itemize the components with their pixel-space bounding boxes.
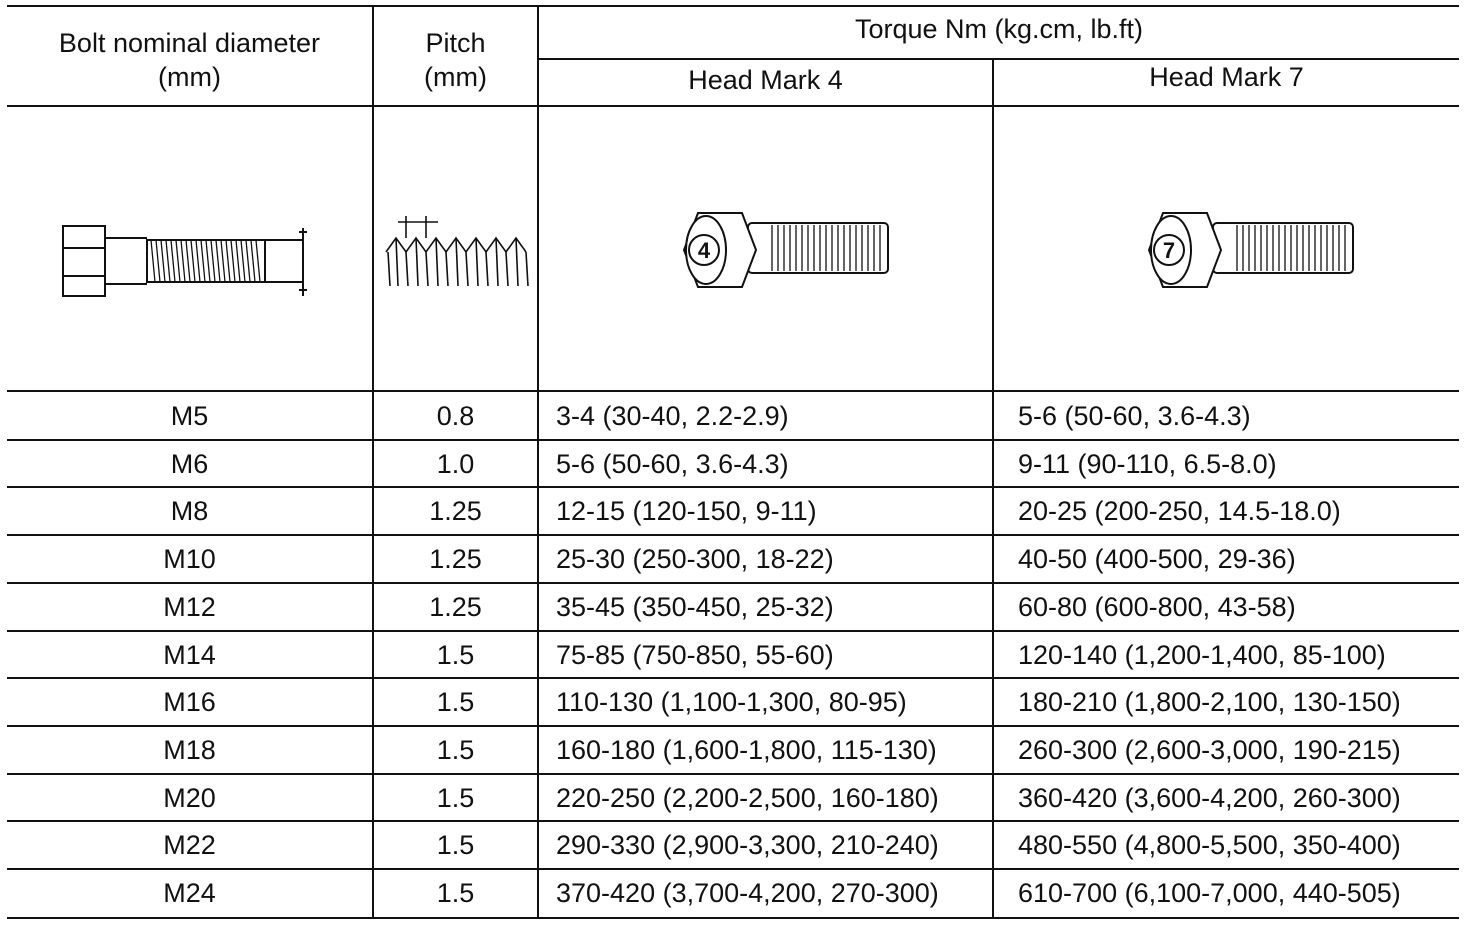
cell-diameter: M22: [163, 830, 216, 861]
row-divider: [7, 677, 1459, 679]
cell-head-mark-7: 610-700 (6,100-7,000, 440-505): [1018, 878, 1401, 908]
header-head-mark-4: Head Mark 4: [688, 65, 843, 95]
cell-head-mark-7: 40-50 (400-500, 29-36): [1018, 544, 1296, 575]
row-divider: [7, 725, 1459, 727]
cell-head-mark-4: 110-130 (1,100-1,300, 80-95): [556, 687, 907, 718]
cell-pitch: 1.5: [436, 878, 475, 908]
head-mark-7-digit: 7: [1162, 238, 1176, 263]
header-diameter-line1: Bolt nominal diameter: [58, 28, 321, 58]
cell-head-mark-4: 5-6 (50-60, 3.6-4.3): [556, 448, 789, 479]
cell-head-mark-4: 290-330 (2,900-3,300, 210-240): [556, 830, 939, 861]
cell-diameter: M5: [170, 401, 209, 431]
cell-head-mark-4: 370-420 (3,700-4,200, 270-300): [556, 878, 939, 908]
cell-pitch: 1.5: [436, 782, 475, 813]
rule-top: [7, 5, 1459, 7]
row-divider: [7, 868, 1459, 870]
cell-diameter: M14: [163, 639, 216, 670]
bolt-head-mark-7-icon: [1145, 205, 1360, 295]
thread-pitch-icon: [380, 212, 535, 292]
cell-diameter: M18: [163, 734, 216, 765]
cell-diameter: M6: [170, 448, 209, 479]
cell-pitch: 1.25: [429, 591, 482, 622]
cell-diameter: M16: [163, 687, 216, 718]
row-divider: [7, 773, 1459, 775]
row-divider: [7, 630, 1459, 632]
row-divider: [7, 582, 1459, 584]
cell-head-mark-7: 60-80 (600-800, 43-58): [1018, 591, 1296, 622]
cell-pitch: 1.25: [429, 544, 482, 575]
cell-pitch: 1.5: [436, 639, 475, 670]
cell-head-mark-7: 260-300 (2,600-3,000, 190-215): [1018, 734, 1401, 765]
cell-head-mark-4: 220-250 (2,200-2,500, 160-180): [556, 782, 939, 813]
cell-head-mark-7: 20-25 (200-250, 14.5-18.0): [1018, 496, 1341, 527]
head-mark-4-digit: 4: [697, 238, 711, 263]
header-diameter-line2: (mm): [158, 62, 221, 92]
cell-diameter: M20: [163, 782, 216, 813]
rule-illustration-bottom: [7, 390, 1459, 392]
cell-head-mark-7: 480-550 (4,800-5,500, 350-400): [1018, 830, 1401, 861]
header-torque-group: Torque Nm (kg.cm, lb.ft): [854, 14, 1144, 44]
rule-col-2: [537, 5, 539, 919]
header-pitch-line1: Pitch: [425, 28, 486, 58]
header-head-mark-7: Head Mark 7: [1149, 62, 1304, 92]
cell-head-mark-4: 3-4 (30-40, 2.2-2.9): [556, 401, 789, 431]
cell-diameter: M24: [163, 878, 216, 908]
rule-col-3: [992, 58, 994, 919]
cell-head-mark-4: 75-85 (750-850, 55-60): [556, 639, 834, 670]
cell-diameter: M12: [163, 591, 216, 622]
cell-pitch: 1.5: [436, 830, 475, 861]
row-divider: [7, 820, 1459, 822]
cell-head-mark-7: 9-11 (90-110, 6.5-8.0): [1018, 448, 1277, 479]
cell-diameter: M8: [170, 496, 209, 527]
rule-header-bottom: [7, 105, 1459, 107]
cell-head-mark-7: 180-210 (1,800-2,100, 130-150): [1018, 687, 1401, 718]
rule-subheader: [538, 58, 1459, 60]
bolt-side-icon: [55, 218, 325, 298]
cell-head-mark-7: 360-420 (3,600-4,200, 260-300): [1018, 782, 1401, 813]
cell-pitch: 1.0: [436, 448, 475, 479]
row-divider: [7, 439, 1459, 441]
cell-pitch: 0.8: [436, 401, 475, 431]
cell-head-mark-4: 25-30 (250-300, 18-22): [556, 544, 834, 575]
row-divider: [7, 486, 1459, 488]
header-pitch-line2: (mm): [424, 62, 487, 92]
row-divider: [7, 534, 1459, 536]
cell-pitch: 1.25: [429, 496, 482, 527]
rule-bottom: [7, 917, 1459, 919]
cell-head-mark-4: 160-180 (1,600-1,800, 115-130): [556, 734, 937, 765]
cell-head-mark-7: 120-140 (1,200-1,400, 85-100): [1018, 639, 1386, 670]
cell-head-mark-7: 5-6 (50-60, 3.6-4.3): [1018, 401, 1251, 431]
cell-pitch: 1.5: [436, 687, 475, 718]
cell-pitch: 1.5: [436, 734, 475, 765]
cell-head-mark-4: 12-15 (120-150, 9-11): [556, 496, 817, 527]
cell-head-mark-4: 35-45 (350-450, 25-32): [556, 591, 834, 622]
bolt-head-mark-4-icon: [680, 205, 895, 295]
cell-diameter: M10: [163, 544, 216, 575]
